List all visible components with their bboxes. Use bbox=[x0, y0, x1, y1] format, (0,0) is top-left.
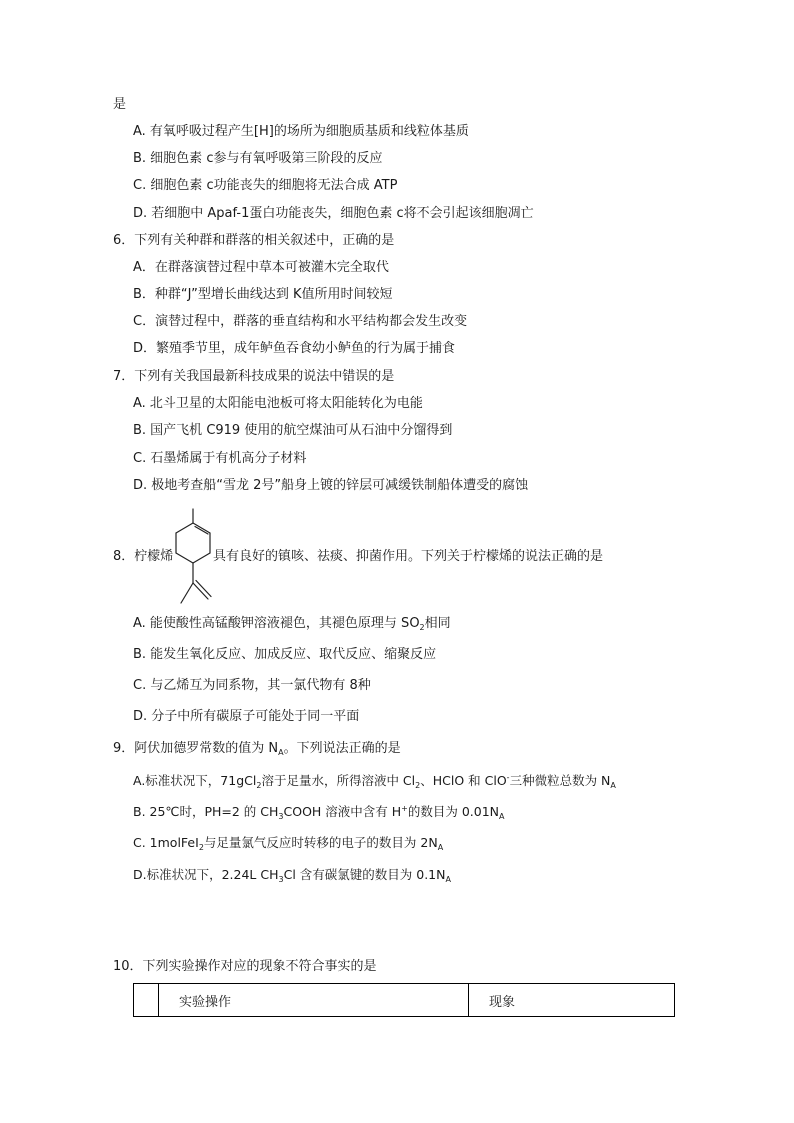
q9-a-s3: A bbox=[610, 781, 616, 790]
q6-option-b: B．种群“J”型增长曲线达到 K值所用时间较短 bbox=[133, 287, 393, 302]
q7-option-b: B. 国产飞机 C919 使用的航空煤油可从石油中分馏得到 bbox=[133, 423, 453, 438]
q5-option-a: A. 有氧呼吸过程产生[H]的场所为细胞质基质和线粒体基质 bbox=[133, 124, 469, 139]
q6-option-a: A．在群落演替过程中草本可被灌木完全取代 bbox=[133, 260, 389, 275]
q5-stem-tail: 是 bbox=[113, 97, 127, 112]
q9-b-s1: 3 bbox=[278, 812, 284, 821]
q10-header-operation: 实验操作 bbox=[159, 984, 469, 1017]
q9-b-sup: + bbox=[401, 804, 408, 813]
q9-a-sup: - bbox=[506, 773, 510, 782]
q9-stem bbox=[113, 740, 401, 758]
q5-option-c: C. 细胞色素 c功能丧失的细胞将无法合成 ATP bbox=[133, 178, 398, 193]
q9-c-s2: A bbox=[437, 843, 444, 852]
q7-option-a: A. 北斗卫星的太阳能电池板可将太阳能转化为电能 bbox=[133, 396, 423, 411]
q8-option-d: D. 分子中所有碳原子可能处于同一平面 bbox=[133, 709, 360, 724]
q8-stem-prefix: 8．柠檬烯 bbox=[113, 549, 174, 564]
q9-d-s2: A bbox=[445, 875, 451, 884]
q9-b-t3: 的数目为 0.01N bbox=[407, 804, 500, 819]
q7-option-d: D. 极地考查船“雪龙 2号”船身上镀的锌层可减缓铁制船体遭受的腐蚀 bbox=[133, 478, 529, 493]
q8-stem-suffix: 具有良好的镇咳、祛痰、抑菌作用。下列关于柠檬烯的说法正确的是 bbox=[213, 549, 604, 564]
q9-option-a bbox=[133, 772, 616, 790]
q9-stem-sub: A bbox=[278, 748, 284, 757]
q10-header-phenomenon: 现象 bbox=[469, 984, 675, 1017]
q6-option-c: C．演替过程中，群落的垂直结构和水平结构都会发生改变 bbox=[133, 314, 468, 329]
q8-option-a-text: A. 能使酸性高锰酸钾溶液褪色，其褪色原理与 SO bbox=[133, 616, 420, 631]
q9-option-c bbox=[133, 834, 443, 852]
q9-b-t2: COOH 溶液中含有 H bbox=[283, 804, 402, 819]
q8-option-c: C. 与乙烯互为同系物，其一氯代物有 8种 bbox=[133, 678, 371, 693]
q9-option-b bbox=[133, 803, 505, 821]
q6-option-d: D．繁殖季节里，成年鲈鱼吞食幼小鲈鱼的行为属于捕食 bbox=[133, 341, 456, 356]
q9-d-t1: D.标准状况下，2.24L CH bbox=[133, 867, 279, 882]
q9-a-t1: A.标准状况下，71gCl bbox=[133, 773, 257, 788]
q9-d-t2: Cl 含有碳氯键的数目为 0.1N bbox=[283, 867, 446, 882]
q9-a-t2: 溶于足量水，所得溶液中 Cl bbox=[261, 773, 416, 788]
q8-option-a bbox=[133, 615, 451, 633]
q9-b-s2: A bbox=[499, 812, 505, 821]
q10-stem: 10．下列实验操作对应的现象不符合事实的是 bbox=[113, 959, 377, 974]
q9-option-d bbox=[133, 866, 451, 884]
table-row bbox=[134, 984, 675, 1017]
q9-c-t2: 与足量氯气反应时转移的电子的数目为 2N bbox=[203, 835, 438, 850]
q7-option-c: C. 石墨烯属于有机高分子材料 bbox=[133, 451, 307, 466]
q10-header-blank bbox=[134, 984, 159, 1017]
q5-option-d: D. 若细胞中 Apaf-1蛋白功能丧失，细胞色素 c将不会引起该细胞凋亡 bbox=[133, 206, 534, 221]
q8-option-a-tail: 相同 bbox=[424, 616, 451, 631]
q9-b-t1: B. 25℃时，PH=2 的 CH bbox=[133, 804, 279, 819]
q9-a-t3: 、HClO 和 ClO bbox=[420, 773, 507, 788]
q9-stem-text: 9．阿伏加德罗常数的值为 N bbox=[113, 741, 279, 756]
q9-c-t1: C. 1molFeI bbox=[133, 835, 199, 850]
q10-table bbox=[133, 983, 675, 1017]
limonene-structure-diagram bbox=[165, 507, 215, 607]
q8-option-b: B. 能发生氧化反应、加成反应、取代反应、缩聚反应 bbox=[133, 647, 437, 662]
q9-c-s1: 2 bbox=[198, 843, 204, 852]
q8-option-a-sub: 2 bbox=[419, 623, 425, 632]
q7-stem: 7．下列有关我国最新科技成果的说法中错误的是 bbox=[113, 369, 395, 384]
q9-a-s2: 2 bbox=[415, 781, 421, 790]
q6-stem: 6．下列有关种群和群落的相关叙述中，正确的是 bbox=[113, 233, 395, 248]
q9-stem-tail: 。下列说法正确的是 bbox=[283, 741, 401, 756]
q9-a-t4: 三种微粒总数为 N bbox=[509, 773, 611, 788]
q9-a-s1: 2 bbox=[256, 781, 262, 790]
q9-d-s1: 3 bbox=[278, 875, 284, 884]
q5-option-b: B. 细胞色素 c参与有氧呼吸第三阶段的反应 bbox=[133, 151, 383, 166]
